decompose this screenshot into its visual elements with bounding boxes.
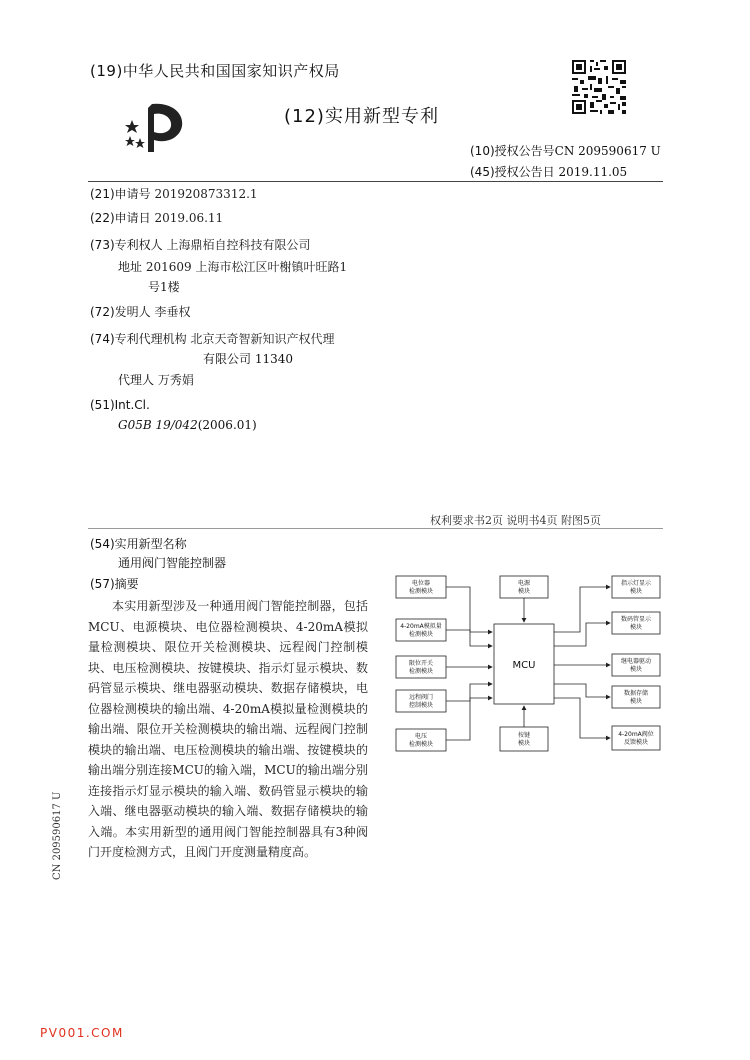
left-box-3-line-2: 检测模块 bbox=[408, 668, 434, 675]
publication-number bbox=[470, 142, 661, 159]
mcu-label: MCU bbox=[512, 660, 536, 671]
left-box-5-line-2: 检测模块 bbox=[408, 741, 434, 748]
right-box-2-line-2: 模块 bbox=[629, 624, 643, 631]
publication-number-label: (10)授权公告号 bbox=[470, 144, 555, 158]
application-date-value: 2019.06.11 bbox=[154, 211, 224, 225]
application-number bbox=[90, 184, 258, 204]
feedback-4-20ma-box bbox=[612, 726, 660, 750]
left-box-2-line-2: 检测模块 bbox=[408, 631, 434, 638]
application-date-label: (22)申请日 bbox=[90, 211, 151, 225]
top-box-line-1: 电源 bbox=[517, 580, 531, 587]
publication-number-value: CN 209590617 U bbox=[554, 144, 661, 158]
top-box-line-2: 模块 bbox=[517, 588, 531, 595]
application-number-label: (21)申请号 bbox=[90, 187, 151, 201]
right-box-3-line-1: 继电器驱动 bbox=[620, 658, 652, 665]
publication-date-value: 2019.11.05 bbox=[558, 165, 628, 179]
bottom-box-line-1: 按键 bbox=[517, 732, 531, 739]
publication-date-label: (45)授权公告日 bbox=[470, 165, 555, 179]
address bbox=[118, 257, 347, 277]
int-cl-code bbox=[118, 415, 257, 435]
patent-agency-line-2: 有限公司 11340 bbox=[203, 352, 293, 366]
patent-agency-label: (74)专利代理机构 bbox=[90, 332, 187, 346]
application-date bbox=[90, 208, 223, 228]
int-cl-value: G05B 19/042 bbox=[118, 418, 198, 432]
patentee bbox=[90, 235, 310, 255]
right-box-5-line-1: 4-20mA阀位 bbox=[618, 731, 654, 738]
patent-agent-value: 万秀娟 bbox=[157, 373, 194, 387]
left-box-3-line-1: 限位开关 bbox=[408, 660, 434, 667]
patentee-label: (73)专利权人 bbox=[90, 238, 163, 252]
left-box-5-line-1: 电压 bbox=[414, 733, 428, 740]
document-kind: (12)实用新型专利 bbox=[284, 106, 439, 127]
publication-date bbox=[470, 163, 627, 180]
right-box-5-line-2: 反馈模块 bbox=[623, 739, 649, 746]
utility-model-title: 通用阀门智能控制器 bbox=[118, 556, 227, 570]
patent-agency-line-1: 北京天奇智新知识产权代理 bbox=[190, 332, 335, 346]
pages-divider bbox=[88, 528, 663, 529]
utility-model-title-label: (54)实用新型名称 bbox=[90, 537, 187, 551]
right-box-3-line-2: 模块 bbox=[629, 666, 643, 673]
address-line-2: 号1楼 bbox=[148, 280, 180, 294]
application-number-value: 201920873312.1 bbox=[154, 187, 258, 201]
abstract-label: (57)摘要 bbox=[90, 577, 139, 591]
inventor-value: 李垂权 bbox=[154, 305, 191, 319]
patent-agent bbox=[118, 370, 194, 390]
cnipa-logo-icon bbox=[122, 98, 190, 154]
right-box-1-line-2: 模块 bbox=[629, 588, 643, 595]
right-box-2-line-1: 数码管显示 bbox=[620, 616, 652, 623]
patent-agency bbox=[90, 329, 334, 349]
int-cl-version: (2006.01) bbox=[197, 418, 257, 432]
patent-agent-label: 代理人 bbox=[118, 373, 155, 387]
int-cl bbox=[90, 395, 150, 415]
qr-code-icon bbox=[570, 58, 628, 116]
block-diagram bbox=[390, 574, 662, 760]
bottom-box-line-2: 模块 bbox=[517, 740, 531, 747]
left-box-4-line-1: 远程阀门 bbox=[408, 694, 434, 701]
keypad-module-box bbox=[500, 727, 548, 751]
issuing-office: (19)中华人民共和国国家知识产权局 bbox=[90, 62, 340, 80]
abstract-text: 本实用新型涉及一种通用阀门智能控制器，包括MCU、电源模块、电位器检测模块、4-20mA模拟量检测模块、限位开关检测模块、远程阀门控制模块、电压检测模块、按键模块、指示灯显示模块、数码管显示模块、继电器驱动模块、数据存储模块，电位器检测模块的输出端、4-20mA模拟量检测模块的输出端、限位开关检测模块的输出端、远程阀门控制模块的输出端、电压检测模块的输出端、按键模块的输出端分别连接MCU的输入端，MCU的输出端分别连接指示灯显示模块的输入端、数码管显示模块的输入端、继电器驱动模块的输入端、数据存储模块的输入端。本实用新型的通用阀门智能控制器具有3种阀门开度检测方式，且阀门开度测量精度高。 bbox=[88, 599, 368, 859]
header-divider bbox=[88, 181, 663, 182]
side-publication-code: CN 209590617 U bbox=[52, 791, 63, 880]
right-box-1-line-1: 指示灯显示 bbox=[620, 580, 652, 587]
pages-info: 权利要求书2页 说明书4页 附图5页 bbox=[430, 514, 601, 527]
right-box-4-line-1: 数据存储 bbox=[623, 690, 649, 697]
patentee-value: 上海鼎栢自控科技有限公司 bbox=[166, 238, 311, 252]
inventor bbox=[90, 302, 190, 322]
left-box-1-line-2: 检测模块 bbox=[408, 588, 434, 595]
watermark: PV001.COM bbox=[40, 1026, 124, 1040]
address-label: 地址 bbox=[118, 260, 143, 274]
left-box-2-line-1: 4-20mA模拟量 bbox=[400, 623, 442, 630]
left-box-1-line-1: 电位器 bbox=[411, 580, 431, 587]
right-box-4-line-2: 模块 bbox=[629, 698, 643, 705]
int-cl-label: (51)Int.Cl. bbox=[90, 398, 150, 412]
address-line-1: 201609 上海市松江区叶榭镇叶旺路1 bbox=[145, 260, 348, 274]
left-box-4-line-2: 控制模块 bbox=[408, 702, 434, 709]
inventor-label: (72)发明人 bbox=[90, 305, 151, 319]
